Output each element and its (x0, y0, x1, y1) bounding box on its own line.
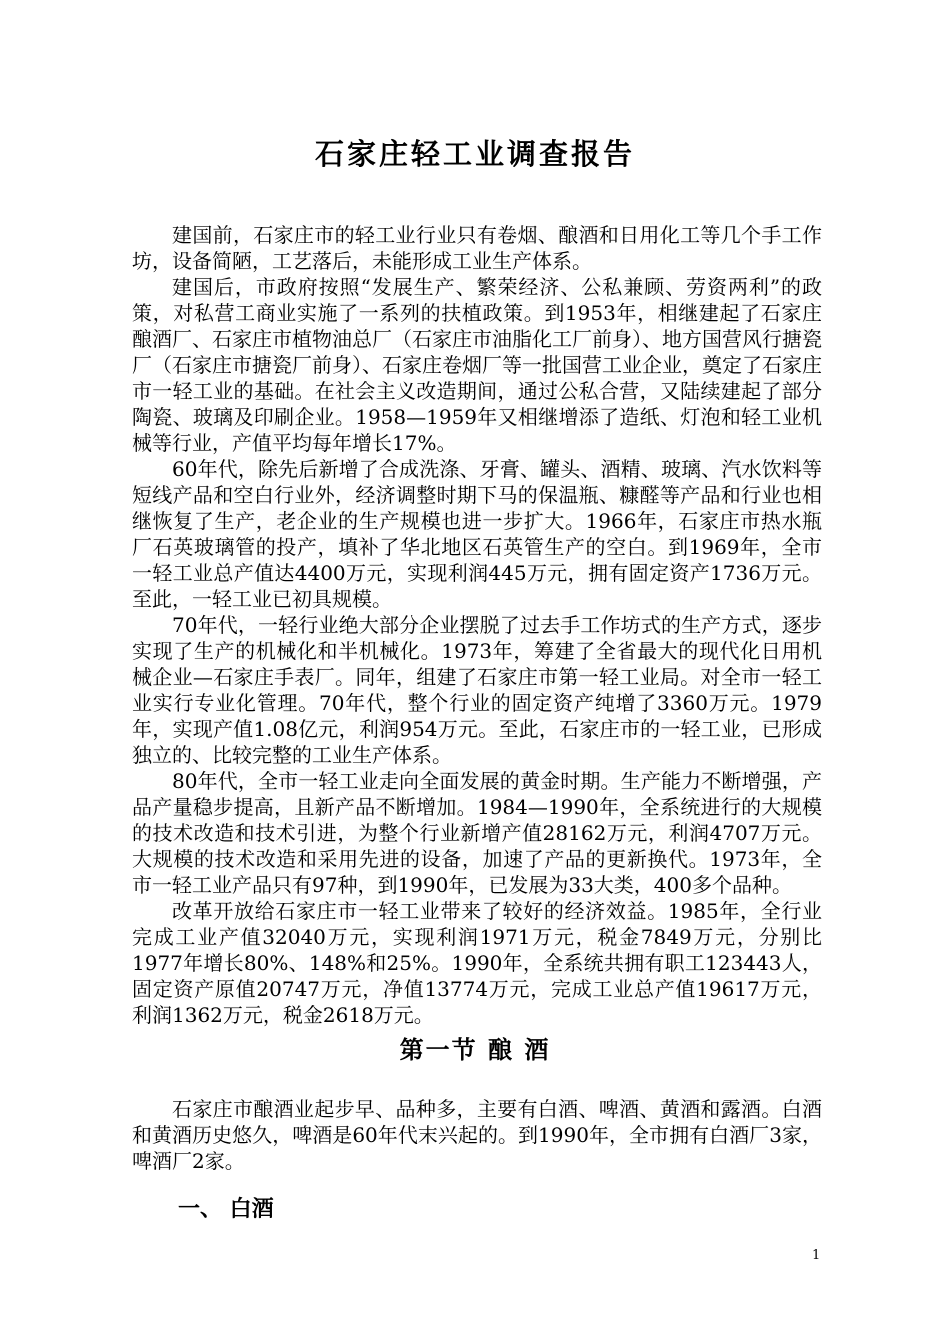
section-heading: 第一节 酿 酒 (399, 1035, 551, 1064)
paragraph: 70年代，一轻行业绝大部分企业摆脱了过去手工作坊式的生产方式，逐步实现了生产的机械化和半机械化。1973年，筹建了全省最大的现代化日用机械企业—石家庄手表厂。同年，组建了石家庄市第一轻工业局。对全市一轻工业实行专业化管理。70年代，整个行业的固定资产纯增了3360万元。1979年，实现产值1.08亿元，利润954万元。至此，石家庄市的一轻工业，已形成独立的、比较完整的工业生产体系。 (132, 613, 822, 767)
subheading: 一、 白酒 (178, 1196, 274, 1222)
paragraph: 60年代，除先后新增了合成洗涤、牙膏、罐头、酒精、玻璃、汽水饮料等短线产品和空白行业外，经济调整时期下马的保温瓶、糠醛等产品和行业也相继恢复了生产，老企业的生产规模也进一步扩大。1966年，石家庄市热水瓶厂石英玻璃管的投产，填补了华北地区石英管生产的空白。到1969年，全市一轻工业总产值达4400万元，实现利润445万元，拥有固定资产1736万元。至此，一轻工业已初具规模。 (132, 457, 822, 611)
page-number: 1 (812, 1248, 821, 1263)
paragraph: 改革开放给石家庄市一轻工业带来了较好的经济效益。1985年，全行业完成工业产值32040万元，实现利润1971万元，税金7849万元，分别比1977年增长80%、148%和25%。1990年，全系统共拥有职工123443人，固定资产原值20747万元，净值13774万元，完成工业总产值19617万元，利润1362万元，税金2618万元。 (132, 899, 822, 1027)
section-text (132, 1096, 822, 1174)
paragraph: 石家庄市酿酒业起步早、品种多，主要有白酒、啤酒、黄酒和露酒。白酒和黄酒历史悠久，啤酒是60年代末兴起的。到1990年，全市拥有白酒厂3家，啤酒厂2家。 (132, 1097, 822, 1173)
intro-text (132, 222, 822, 1028)
paragraph: 80年代，全市一轻工业走向全面发展的黄金时期。生产能力不断增强，产品产量稳步提高，且新产品不断增加。1984—1990年，全系统进行的大规模的技术改造和技术引进，为整个行业新增产值28162万元，利润4707万元。大规模的技术改造和采用先进的设备，加速了产品的更新换代。1973年，全市一轻工业产品只有97种，到1990年，已发展为33大类，400多个品种。 (132, 769, 822, 897)
paragraph: 建国前，石家庄市的轻工业行业只有卷烟、酿酒和日用化工等几个手工作坊，设备简陋，工艺落后，未能形成工业生产体系。 (132, 223, 822, 273)
document-title: 石家庄轻工业调查报告 (314, 137, 635, 171)
paragraph: 建国后，市政府按照“发展生产、繁荣经济、公私兼顾、劳资两利”的政策，对私营工商业实施了一系列的扶植政策。到1953年，相继建起了石家庄酿酒厂、石家庄市植物油总厂（石家庄市油脂化工厂前身）、地方国营风行搪瓷厂（石家庄市搪瓷厂前身）、石家庄卷烟厂等一批国营工业企业，奠定了石家庄市一轻工业的基础。在社会主义改造期间，通过公私合营，又陆续建起了部分陶瓷、玻璃及印刷企业。1958—1959年又相继增添了造纸、灯泡和轻工业机械等行业，产值平均每年增长17%。 (132, 275, 822, 455)
